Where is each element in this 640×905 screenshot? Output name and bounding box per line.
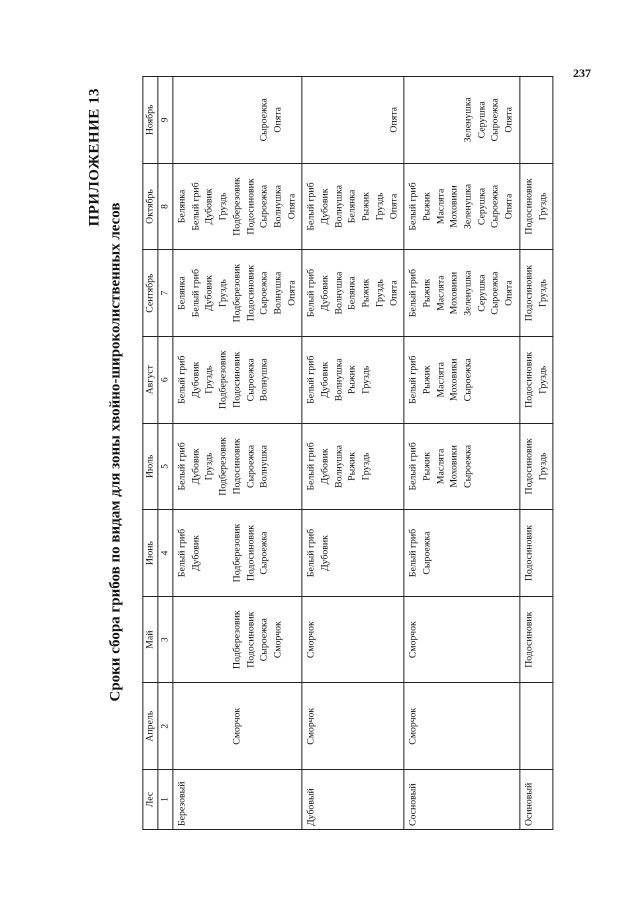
mushroom-name: Белый гриб	[305, 528, 317, 578]
mushroom-name: Белый гриб	[190, 182, 202, 231]
mushroom-name: Дубовик	[203, 275, 215, 312]
mushroom-name	[189, 686, 203, 768]
column-header-july: Июль	[143, 423, 158, 510]
mushroom-name: Моховики	[448, 271, 460, 315]
rotated-page-content	[86, 72, 553, 832]
column-header-august: Август	[143, 336, 158, 423]
mushroom-name: Белый гриб	[407, 355, 419, 404]
mushroom-name: Опята	[285, 280, 297, 306]
mushroom-name	[175, 79, 189, 161]
mushroom-name: Опята	[503, 107, 515, 133]
mushroom-name: Волнушка	[333, 444, 345, 488]
mushroom-name	[434, 79, 448, 161]
mushroom-name	[203, 512, 217, 594]
mushroom-name	[175, 686, 189, 768]
month-cell	[404, 250, 520, 337]
mushroom-name: Маслята	[435, 361, 447, 398]
mushroom-name: Сыроежка	[462, 358, 474, 402]
mushroom-name: Белый гриб	[305, 182, 317, 231]
column-header-forest: Лес	[143, 770, 158, 830]
mushroom-name: Волнушка	[333, 185, 345, 228]
mushroom-name: Груздь	[217, 192, 229, 221]
column-header-may: Май	[143, 596, 158, 683]
mushroom-name: Серушка	[476, 274, 488, 312]
mushroom-name: Маслята	[435, 275, 447, 311]
column-number: 7	[158, 250, 173, 337]
table-row	[404, 77, 520, 830]
table-row	[173, 77, 302, 830]
column-number: 6	[158, 336, 173, 423]
mushroom-name: Белый гриб	[176, 442, 188, 491]
mushroom-name: Сыроежка	[244, 358, 256, 402]
mushroom-name	[305, 79, 319, 161]
mushroom-name: Рыжик	[360, 192, 372, 221]
appendix-label: ПРИЛОЖЕНИЕ 13	[86, 88, 103, 227]
mushroom-name: Подосиновик	[244, 611, 256, 668]
mushroom-name: Волнушка	[258, 444, 270, 488]
mushroom-name: Сыроежка	[421, 531, 433, 575]
mushroom-name: Сыроежка	[258, 618, 270, 662]
month-cell	[520, 163, 553, 250]
column-number: 3	[158, 596, 173, 683]
mushroom-name	[216, 79, 230, 161]
mushroom-name: Белянка	[346, 189, 358, 224]
month-cell	[302, 596, 404, 683]
mushroom-name: Подосиновик	[231, 351, 243, 408]
column-number-row	[158, 77, 173, 830]
mushroom-name: Маслята	[435, 448, 447, 485]
mushroom-name: Белый гриб	[305, 442, 317, 491]
mushroom-name: Рыжик	[421, 452, 433, 481]
month-cell	[520, 596, 553, 683]
forest-type-cell: Осиновый	[520, 770, 553, 830]
mushroom-name: Подберезовик	[231, 177, 243, 236]
month-cell	[173, 77, 302, 164]
mushroom-name: Волнушка	[272, 271, 284, 315]
mushroom-name: Подберезовик	[217, 437, 229, 496]
mushroom-name: Груздь	[374, 279, 386, 308]
mushroom-name: Груздь	[203, 365, 215, 394]
month-cell	[173, 423, 302, 510]
month-cell	[302, 250, 404, 337]
mushroom-name: Опята	[387, 193, 399, 220]
mushroom-name: Подосиновик	[523, 611, 535, 668]
mushroom-name: Сыроежка	[244, 444, 256, 488]
mushroom-name: Дубовик	[190, 448, 202, 485]
month-cell	[173, 510, 302, 597]
mushroom-name: Груздь	[536, 279, 548, 308]
mushroom-name	[407, 79, 421, 161]
column-header-november: Ноябрь	[143, 77, 158, 164]
column-number: 4	[158, 510, 173, 597]
mushroom-name	[175, 599, 189, 681]
mushroom-name: Белый гриб	[176, 355, 188, 404]
month-cell	[404, 336, 520, 423]
header-row	[143, 77, 158, 830]
mushroom-name: Серушка	[476, 101, 488, 139]
mushroom-name: Белый гриб	[305, 355, 317, 404]
column-number: 2	[158, 683, 173, 770]
mushroom-name	[216, 512, 230, 594]
month-cell	[520, 77, 553, 164]
mushroom-name: Рыжик	[421, 192, 433, 221]
table-row	[520, 77, 553, 830]
mushroom-name: Белянка	[176, 189, 188, 224]
mushroom-name: Сыроежка	[489, 184, 501, 229]
column-header-october: Октябрь	[143, 163, 158, 250]
table-row	[302, 77, 404, 830]
month-cell	[520, 423, 553, 510]
mushroom-name: Белый гриб	[407, 268, 419, 318]
mushroom-name: Сморчок	[407, 621, 419, 659]
mushroom-name: Зеленушка	[462, 270, 474, 316]
mushroom-name	[203, 599, 217, 681]
mushroom-name: Белянка	[176, 276, 188, 310]
mushroom-name	[230, 79, 244, 161]
mushroom-name: Моховики	[448, 185, 460, 228]
mushroom-name: Подосиновик	[523, 178, 535, 235]
mushroom-name: Подберезовик	[231, 523, 243, 583]
column-header-april: Апрель	[143, 683, 158, 770]
mushroom-name: Рыжик	[421, 278, 433, 308]
mushroom-name: Белый гриб	[305, 268, 317, 318]
month-cell	[404, 163, 520, 250]
mushroom-name: Дубовик	[190, 535, 202, 572]
mushroom-name: Груздь	[536, 452, 548, 481]
column-header-september: Сентябрь	[143, 250, 158, 337]
mushroom-name: Сыроежка	[258, 98, 270, 142]
mushroom-name: Груздь	[360, 452, 372, 481]
mushroom-name	[346, 79, 360, 161]
month-cell	[302, 336, 404, 423]
mushroom-name: Опята	[503, 193, 515, 220]
mushroom-name: Сыроежка	[489, 271, 501, 315]
mushroom-name	[420, 79, 434, 161]
mushroom-name: Подберезовик	[231, 610, 243, 669]
mushroom-name: Моховики	[448, 358, 460, 401]
mushroom-name	[216, 599, 230, 681]
mushroom-name: Сыроежка	[258, 271, 270, 315]
month-cell	[302, 163, 404, 250]
month-cell	[173, 163, 302, 250]
mushroom-name: Волнушка	[258, 358, 270, 402]
mushroom-name: Подосиновик	[523, 265, 535, 322]
month-cell	[173, 250, 302, 337]
mushroom-name: Волнушка	[333, 358, 345, 402]
mushroom-name: Опята	[285, 193, 297, 220]
mushroom-name: Подосиновик	[244, 178, 256, 235]
mushroom-name: Сморчок	[231, 707, 243, 745]
month-cell	[404, 683, 520, 770]
mushroom-name: Груздь	[360, 365, 372, 394]
mushroom-name: Зеленушка	[462, 183, 474, 230]
mushroom-name: Сыроежка	[258, 184, 270, 229]
column-number: 8	[158, 163, 173, 250]
mushroom-name	[448, 79, 462, 161]
mushroom-name: Белый гриб	[407, 442, 419, 491]
table-title: Сроки сбора грибов по видам для зоны хвойно-широколиственных лесов	[107, 202, 124, 702]
mushroom-name	[318, 79, 332, 161]
mushroom-name	[360, 79, 374, 161]
column-number: 9	[158, 77, 173, 164]
month-cell	[520, 250, 553, 337]
mushroom-name: Зеленушка	[462, 97, 474, 143]
mushroom-name: Опята	[387, 107, 399, 133]
column-header-june: Июнь	[143, 510, 158, 597]
month-cell	[173, 683, 302, 770]
mushroom-name: Подосиновик	[523, 438, 535, 495]
mushroom-name	[189, 599, 203, 681]
mushroom-name: Груздь	[203, 452, 215, 481]
mushroom-name: Сморчок	[407, 707, 419, 745]
mushroom-name: Дубовик	[319, 448, 331, 485]
mushroom-name: Белый гриб	[176, 528, 188, 578]
mushroom-name: Сморчок	[272, 621, 284, 659]
mushroom-harvest-table	[142, 76, 553, 830]
mushroom-name: Дубовик	[319, 535, 331, 572]
month-cell	[404, 423, 520, 510]
mushroom-name: Сыроежка	[489, 98, 501, 142]
mushroom-name: Подберезовик	[231, 263, 243, 323]
mushroom-name: Подберезовик	[217, 350, 229, 410]
mushroom-name: Опята	[387, 280, 399, 306]
column-number: 1	[158, 770, 173, 830]
mushroom-name: Дубовик	[190, 361, 202, 398]
forest-type-cell: Сосновый	[404, 770, 520, 830]
mushroom-name: Белянка	[346, 276, 358, 310]
page-number: 237	[573, 66, 591, 80]
mushroom-name	[244, 79, 258, 161]
mushroom-name: Груздь	[536, 365, 548, 394]
mushroom-name: Белый гриб	[407, 182, 419, 231]
table-body	[173, 77, 553, 830]
mushroom-name: Волнушка	[333, 271, 345, 315]
mushroom-name	[203, 686, 217, 768]
mushroom-name	[373, 79, 387, 161]
mushroom-name: Рыжик	[346, 365, 358, 395]
month-cell	[404, 510, 520, 597]
mushroom-name: Дубовик	[319, 275, 331, 312]
mushroom-name: Груздь	[374, 192, 386, 221]
forest-type-cell: Дубовый	[302, 770, 404, 830]
mushroom-name: Дубовик	[203, 188, 215, 225]
month-cell	[404, 596, 520, 683]
mushroom-name: Груздь	[536, 192, 548, 221]
mushroom-name: Сыроежка	[258, 531, 270, 575]
month-cell	[302, 510, 404, 597]
mushroom-name: Белый гриб	[190, 268, 202, 318]
mushroom-name	[332, 79, 346, 161]
month-cell	[520, 336, 553, 423]
mushroom-name: Рыжик	[346, 452, 358, 481]
month-cell	[404, 77, 520, 164]
mushroom-name: Сморчок	[305, 707, 317, 745]
mushroom-name: Моховики	[448, 445, 460, 488]
month-cell	[173, 336, 302, 423]
mushroom-name: Опята	[503, 280, 515, 306]
mushroom-name: Белый гриб	[407, 528, 419, 578]
month-cell	[302, 683, 404, 770]
mushroom-name: Сыроежка	[462, 444, 474, 488]
mushroom-name: Сморчок	[305, 621, 317, 659]
mushroom-name: Подосиновик	[523, 524, 535, 582]
mushroom-name: Подосиновик	[523, 351, 535, 408]
mushroom-name: Опята	[272, 107, 284, 133]
mushroom-name: Подосиновик	[244, 265, 256, 322]
month-cell	[173, 596, 302, 683]
mushroom-name: Дубовик	[319, 361, 331, 398]
mushroom-name: Подосиновик	[231, 438, 243, 495]
mushroom-name	[203, 79, 217, 161]
mushroom-name: Волнушка	[272, 185, 284, 228]
mushroom-name	[216, 686, 230, 768]
mushroom-name: Груздь	[217, 279, 229, 308]
month-cell	[302, 77, 404, 164]
mushroom-name	[189, 79, 203, 161]
month-cell	[520, 683, 553, 770]
column-number: 5	[158, 423, 173, 510]
mushroom-name: Дубовик	[319, 188, 331, 225]
month-cell	[520, 510, 553, 597]
mushroom-name: Подосиновик	[244, 524, 256, 582]
mushroom-name: Серушка	[476, 187, 488, 226]
forest-type-cell: Березовый	[173, 770, 302, 830]
month-cell	[302, 423, 404, 510]
mushroom-name: Рыжик	[360, 278, 372, 308]
mushroom-name: Рыжик	[421, 365, 433, 395]
mushroom-name: Маслята	[435, 188, 447, 225]
